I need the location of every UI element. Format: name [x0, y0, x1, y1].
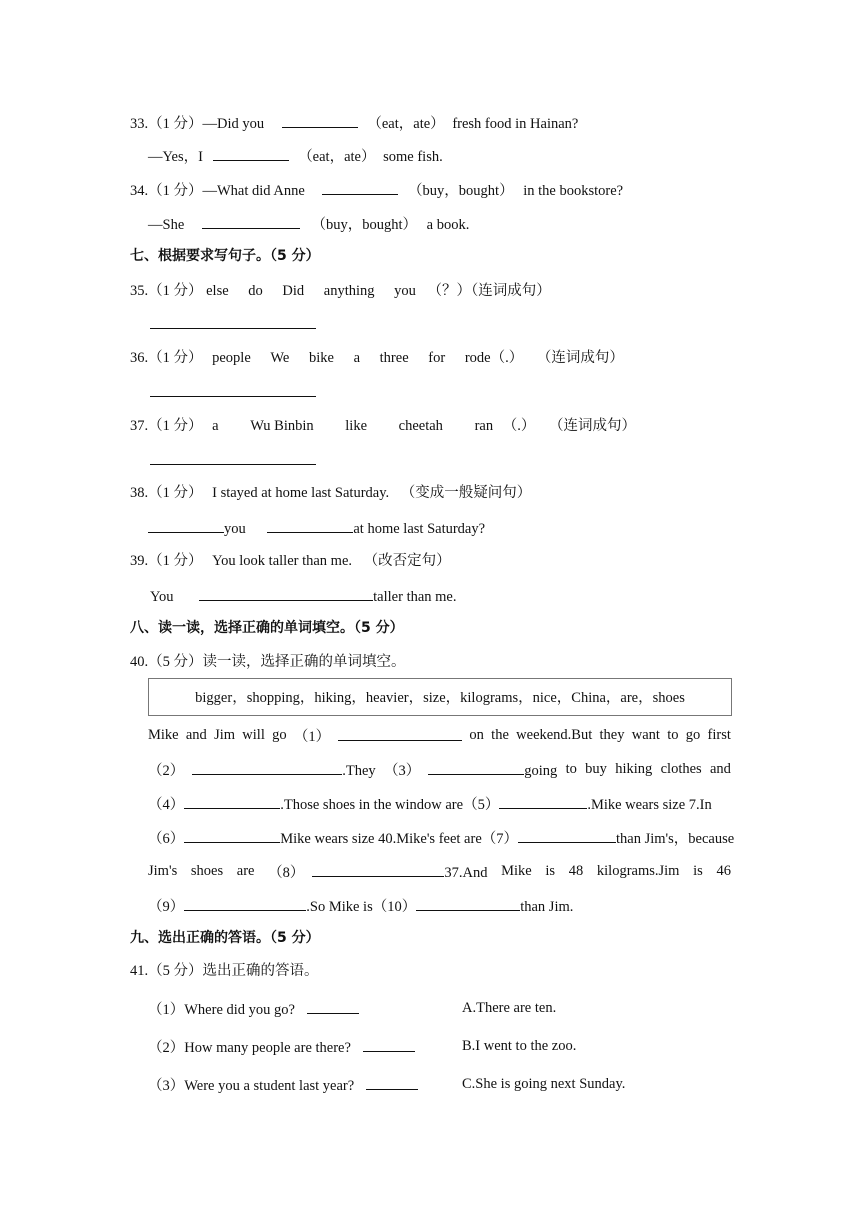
passage-word: hiking: [615, 761, 653, 777]
q36-number: 36.（1 分）: [130, 350, 203, 366]
q40-word-bank: bigger，shopping，hiking，heavier，size，kilograms，nice，China，are，shoes: [148, 678, 732, 716]
q34-line1: [130, 179, 623, 201]
blank-number: （3）: [383, 763, 421, 779]
q37-instruction: （连词成句）: [548, 418, 636, 434]
q40-blank-9[interactable]: [184, 895, 306, 911]
q41-question: （3）Were you a student last year?: [148, 1078, 355, 1094]
passage-word: and: [710, 761, 731, 777]
q34-line2: [148, 213, 469, 235]
q39-line: [130, 551, 451, 571]
passage-word: want: [631, 727, 660, 743]
q36-word: for: [428, 350, 446, 366]
q37-answer-line[interactable]: [150, 449, 316, 465]
section-7-title: 七、根据要求写句子。（5 分）: [130, 248, 320, 264]
q34-blank-2[interactable]: [202, 213, 300, 229]
q34-answer-prefix: —She: [148, 217, 185, 233]
blank-number: （6）: [148, 831, 185, 847]
q33-line2: [148, 145, 443, 167]
q36-word: people: [212, 350, 251, 366]
q41-item-2: [148, 1036, 415, 1058]
passage-word: going: [524, 763, 558, 779]
passage-word: shoes: [190, 863, 224, 879]
q33-line1: [130, 112, 578, 134]
q40-passage-line-4: [148, 827, 734, 849]
section-9-title: 九、选出正确的答语。（5 分）: [130, 930, 320, 946]
q41-option-a: A.There are ten.: [462, 1000, 557, 1016]
q40-blank-6[interactable]: [184, 827, 280, 843]
q38-blank-1[interactable]: [148, 517, 224, 533]
q33-blank-1[interactable]: [282, 112, 358, 128]
q33-answer-prefix: —Yes，I: [148, 149, 203, 165]
q35-word: you: [394, 283, 416, 299]
passage-word: [384, 759, 557, 781]
q41-question: （2）How many people are there?: [148, 1040, 351, 1056]
passage-word: go: [685, 727, 701, 743]
blank-number: （9）: [148, 899, 185, 915]
q41-question: （1）Where did you go?: [148, 1002, 295, 1018]
passage-word: clothes: [660, 761, 702, 777]
q38-answer-word: you: [224, 521, 246, 537]
q37-number: 37.（1 分）: [130, 418, 203, 434]
q39-instruction: （改否定句）: [363, 553, 451, 569]
passage-word: .They: [342, 763, 376, 779]
passage-word: go: [272, 727, 287, 743]
blank-number: （10）: [372, 899, 417, 915]
passage-word: they: [599, 727, 625, 743]
q41-item-1: [148, 998, 359, 1020]
passage-word: is: [545, 863, 556, 879]
q41-heading: 41.（5 分）选出正确的答语。: [130, 963, 319, 979]
q37-word: like: [345, 418, 368, 434]
q40-passage-line-1: [148, 725, 731, 747]
q40-heading: 40.（5 分）读一读，选择正确的单词填空。: [130, 654, 406, 670]
q41-blank-1[interactable]: [307, 998, 359, 1014]
q40-blank-4[interactable]: [184, 793, 280, 809]
q41-option-b: B.I went to the zoo.: [462, 1038, 577, 1054]
passage-word: to: [565, 761, 577, 777]
passage-word: is: [693, 863, 703, 879]
passage-word: .Mike wears size 7.In: [587, 797, 712, 813]
section-8-title: 八、读一读，选择正确的单词填空。（5 分）: [130, 620, 404, 636]
q38-line: [130, 483, 531, 503]
passage-word: Mike: [501, 863, 532, 879]
q36-word: a: [353, 350, 361, 366]
q39-answer-tail: taller than me.: [373, 589, 457, 605]
passage-word: .So Mike is: [306, 899, 373, 915]
passage-word: first: [707, 727, 731, 743]
q36-word: three: [379, 350, 409, 366]
q37-line: [130, 416, 636, 436]
q41-blank-3[interactable]: [366, 1074, 418, 1090]
q35-number: 35.（1 分）: [130, 283, 203, 299]
passage-word: [268, 861, 487, 883]
q34-options-2: （buy，bought）: [311, 217, 418, 233]
q35-line: [130, 281, 551, 301]
q40-blank-3[interactable]: [428, 759, 524, 775]
q38-number: 38.（1 分）: [130, 485, 203, 501]
q38-answer-tail: at home last Saturday?: [353, 521, 486, 537]
q38-sentence: I stayed at home last Saturday.: [212, 485, 390, 501]
q34-tail-2: a book.: [426, 217, 470, 233]
q40-passage-line-3: [148, 793, 712, 815]
passage-word: kilograms.Jim: [596, 863, 680, 879]
q39-blank[interactable]: [199, 585, 373, 601]
q33-options-2: （eat，ate）: [298, 149, 376, 165]
q41-blank-2[interactable]: [363, 1036, 415, 1052]
q35-word: anything: [323, 283, 375, 299]
q34-prefix: 34.（1 分）—What did Anne: [130, 183, 305, 199]
q33-blank-2[interactable]: [213, 145, 289, 161]
passage-word: on: [469, 727, 484, 743]
passage-word: .Those shoes in the window are: [280, 797, 464, 813]
q39-answer: [150, 585, 457, 607]
q37-word: cheetah: [398, 418, 443, 434]
passage-word: 46: [716, 863, 731, 879]
q40-blank-1[interactable]: [338, 725, 462, 741]
q41-item-3: [148, 1074, 418, 1096]
q40-blank-8[interactable]: [312, 861, 444, 877]
q34-options-1: （buy，bought）: [408, 183, 514, 199]
q35-answer-line[interactable]: [150, 313, 316, 329]
passage-word: weekend.But: [516, 727, 593, 743]
passage-word: are: [236, 863, 255, 879]
q33-tail-1: fresh food in Hainan?: [452, 116, 579, 132]
passage-word: Mike: [148, 727, 179, 743]
passage-word: 48: [568, 863, 584, 879]
passage-word: 37.And: [444, 865, 488, 881]
blank-number: （5）: [463, 797, 500, 813]
q38-answer: [148, 517, 485, 539]
q33-tail-2: some fish.: [383, 149, 443, 165]
q36-word: We: [270, 350, 290, 366]
blank-number: （8）: [268, 865, 305, 881]
q35-word: do: [248, 283, 263, 299]
q35-word: Did: [282, 283, 305, 299]
q34-tail-1: in the bookstore?: [523, 183, 624, 199]
passage-word: and: [185, 727, 207, 743]
q37-word: a: [212, 418, 219, 434]
q36-instruction: （连词成句）: [536, 350, 624, 366]
q40-passage-line-5: [148, 861, 731, 883]
q40-blank-7[interactable]: [518, 827, 616, 843]
passage-word: the: [491, 727, 509, 743]
q39-sentence: You look taller than me.: [212, 553, 353, 569]
q33-prefix: 33.（1 分）—Did you: [130, 116, 265, 132]
q34-blank-1[interactable]: [322, 179, 398, 195]
q40-passage-line-2: [148, 759, 731, 781]
passage-word: [294, 725, 462, 747]
q40-blank-5[interactable]: [499, 793, 587, 809]
q36-punctuation: （.）: [490, 350, 524, 366]
passage-word: than Jim's，because: [616, 831, 735, 847]
passage-word: buy: [585, 761, 607, 777]
q36-answer-line[interactable]: [150, 381, 316, 397]
passage-word: Jim's: [148, 863, 178, 879]
blank-number: （1）: [293, 729, 331, 745]
q36-word: rode: [464, 350, 491, 366]
q39-answer-head: You: [150, 589, 174, 605]
blank-number: （7）: [481, 831, 519, 847]
q36-word: bike: [309, 350, 334, 366]
blank-number: （4）: [148, 797, 185, 813]
q35-word: else: [206, 283, 229, 299]
q37-word: ran: [474, 418, 494, 434]
q38-blank-2[interactable]: [267, 517, 353, 533]
q40-blank-10[interactable]: [416, 895, 520, 911]
q35-instruction: （？）（连词成句）: [427, 283, 551, 299]
q33-options-1: （eat，ate）: [367, 116, 445, 132]
passage-word: Jim: [214, 727, 236, 743]
passage-word: will: [242, 727, 265, 743]
blank-number: （2）: [148, 763, 185, 779]
q40-blank-2[interactable]: [192, 759, 342, 775]
passage-word: Mike wears size 40.Mike's feet are: [280, 831, 482, 847]
passage-word: [148, 759, 376, 781]
q37-word: Wu Binbin: [250, 418, 314, 434]
q40-passage-line-6: [148, 895, 573, 917]
q37-punctuation: （.）: [502, 418, 536, 434]
q38-instruction: （变成一般疑问句）: [400, 485, 532, 501]
q39-number: 39.（1 分）: [130, 553, 203, 569]
q36-line: [130, 348, 624, 368]
passage-word: than Jim.: [520, 899, 574, 915]
passage-word: to: [667, 727, 679, 743]
q41-option-c: C.She is going next Sunday.: [462, 1076, 626, 1092]
